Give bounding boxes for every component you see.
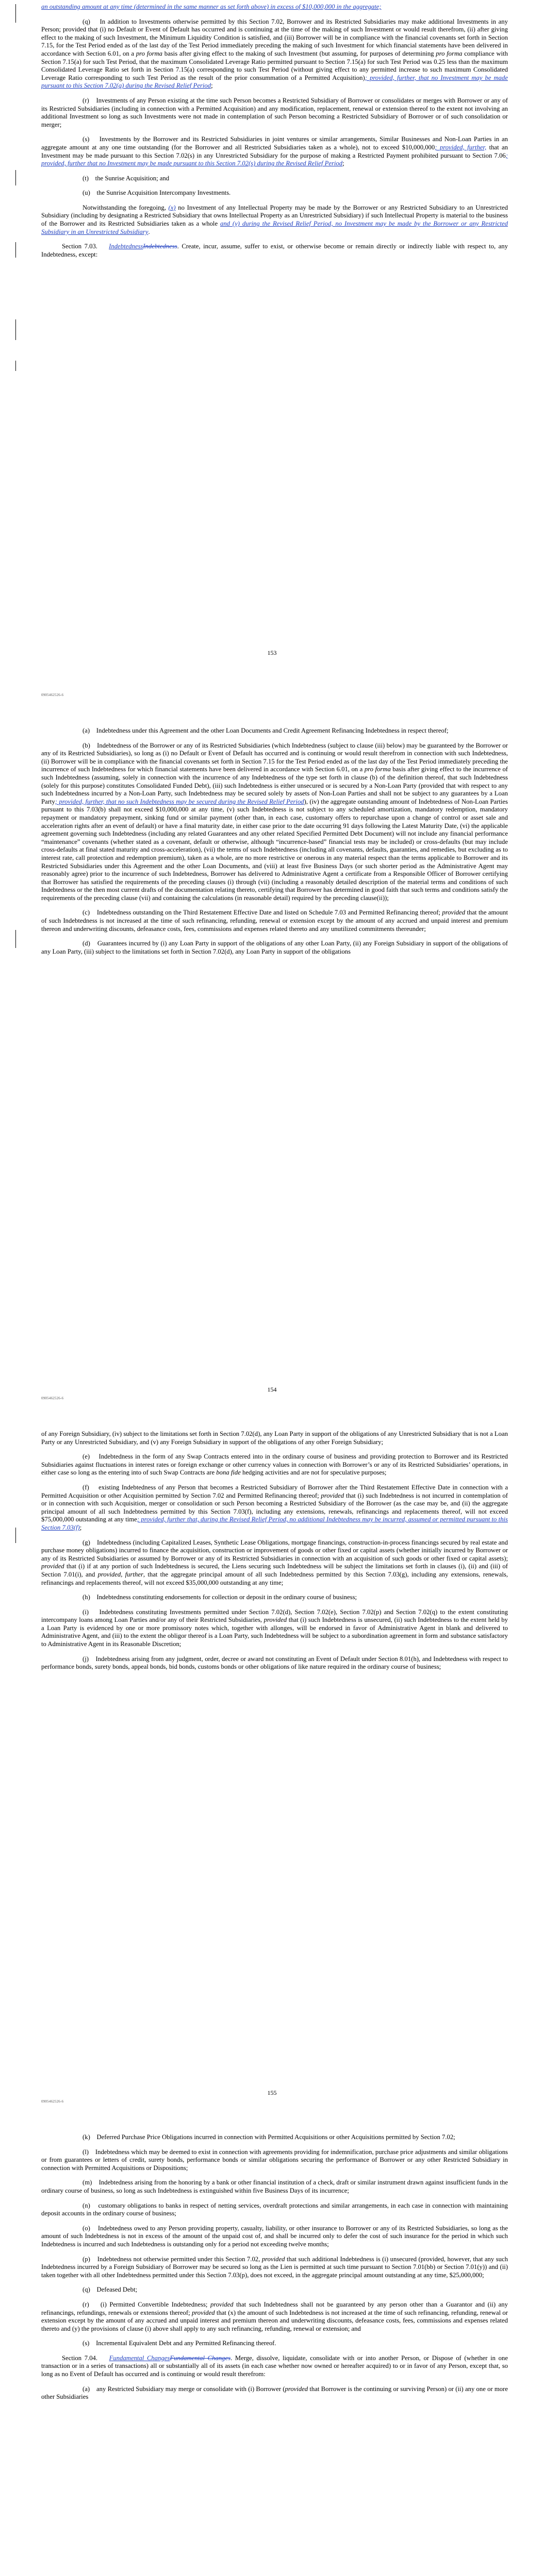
text-run: , that the aggregate principal amount of all such Indebtedness permitted by this Section 7.03(g), including any extensions, renewals, refinancings and replacements thereof, will not exceed $35,000,000 outstanding at any time;: [41, 1570, 508, 1586]
inserted-text: ; provided, further that, during the Revised Relief Period, no additional Indebtedness may be incurred, assumed or permitted pursuant to this Section 7.03(f): [41, 1516, 508, 1531]
text-run: (e) Indebtedness in the form of any Swap Contracts entered into in the ordinary course of business and providing protection to Borrower and its Restricted Subsidiaries against fluctuations in interest rates or foreign exchange or other currency values in connection with Borrower’s or any of its Restricted Subsidiaries’ operations, in either case so long as the entering into of such Swap Contracts are: [41, 1453, 508, 1477]
inserted-text: (x): [168, 204, 176, 211]
text-run: that Borrower is the continuing or surviving Person) or (ii) any one or more other Subsidiaries: [41, 2385, 508, 2401]
footer-id: 0905462526-6: [41, 693, 64, 697]
text-run: ;: [211, 82, 213, 90]
text-run: provided: [210, 2300, 234, 2308]
inserted-text: ; provided, further, that no Investment may be made pursuant to this Section 7.02(q) during the Revised Relief Period: [41, 74, 508, 90]
text-run: provided: [285, 2385, 308, 2393]
text-run: that an Investment may be made pursuant to this Section 7.02(s) in any Unrestricted Subsidiary for the purpose of making a Restricted Payment prohibited pursuant to Section 7.06: [41, 143, 508, 159]
paragraph: [41, 1608, 508, 1649]
paragraph: [41, 175, 508, 183]
text-run: compliance with Section 7.15(a) for such Test Period, that the maximum Consolidated Leverage Ratio permitted pursuant to Section 7.15(a) for such Test Period was 0.25 less than the maximum Consolidated Leverage Ratio set forth in Section 7.15(a) corresponding to such Test Period (without giving effect to any permitted increase to such maximum Consolidated Leverage Ratio corresponding to such Test Period as the result of the prior consummation of a Permitted Acquisition): [41, 49, 508, 81]
paragraph: [41, 2225, 508, 2249]
paragraph: [41, 2133, 508, 2142]
paragraph: [41, 742, 508, 903]
text-run: pro forma: [136, 49, 163, 57]
text-run: (c) Indebtedness outstanding on the Third Restatement Effective Date and listed on Schedule 7.03 and Permitted Refinancing thereof;: [83, 909, 442, 917]
text-run: (n) customary obligations to banks in respect of netting services, overdraft protections and similar arrangements, in each case in connection with maintaining deposit accounts in the ordinary course of business;: [41, 2201, 508, 2217]
paragraph: [41, 1453, 508, 1477]
text-run: (k) Deferred Purchase Price Obligations incurred in connection with Permitted Acquisitions or other Acquisitions permitted by Section 7.02;: [83, 2133, 455, 2141]
text-run: (a) any Restricted Subsidiary may merge or consolidate with (i) Borrower (: [83, 2385, 285, 2393]
text-run: provided, further: [97, 1570, 143, 1578]
text-run: hedging activities and are not for speculative purposes;: [240, 1469, 387, 1477]
text-run: (q) Defeased Debt;: [83, 2286, 138, 2294]
page-number: 154: [267, 1386, 277, 1393]
paragraph: [41, 909, 508, 933]
text-run: pro forma: [364, 766, 391, 773]
text-run: that the amount of such Indebtedness is not increased at the time of such refinancing, refunding, renewal or extension except by the amount of any accrued and unpaid interest and premium thereon and underwriting discounts, defeasance costs, fees, commissions and expenses related thereto and any unutilized commitments thereunder;: [41, 909, 508, 933]
paragraph: [41, 2148, 508, 2173]
text-run: provided: [41, 1563, 64, 1570]
text-run: (r) (i) Permitted Convertible Indebtedness;: [83, 2300, 210, 2308]
inserted-text: ; provided, further that no Investment may be made pursuant to this Section 7.02(s) during the Revised Relief Period: [41, 151, 508, 167]
paragraph: [41, 18, 508, 90]
page-body: [41, 3, 508, 265]
text-run: provided: [442, 909, 466, 917]
text-run: (s) Investments by the Borrower and its Restricted Subsidiaries in joint ventures or similar arrangements, Similar Businesses and Non-Loan Parties in an aggregate amount at any one time outstanding (for the Borrower and all Restricted Subsidiaries taken as a whole), not to exceed $10,000,000: [41, 135, 508, 151]
paragraph: [41, 3, 508, 11]
paragraph: [41, 1594, 508, 1602]
deleted-text: Indebtedness: [143, 243, 177, 250]
text-run: (g) Indebtedness (including Capitalized Leases, Synthetic Lease Obligations, mortgage financings, construction-in-process financings secured by real estate and purchase money obligations) incurred to finance the acquisition, construction or improvement of goods or other fixed or capital assets (whether initially incurred by Borrower or any of its Restricted Subsidiaries or assumed by Borrower or any of its Restricted Subsidiaries in connection with an acquisition of such goods or other fixed or capital assets);: [41, 1538, 508, 1562]
page-156: [0, 2110, 544, 2576]
text-run: (j) Indebtedness arising from any judgment, order, decree or award not constituting an Event of Default under Section 8.01(h), and Indebtedness with respect to performance bonds, surety bonds, appeal bonds, bid bonds, customs bonds or other obligations of like nature required in the ordinary course of business;: [41, 1655, 508, 1671]
text-run: (b) Indebtedness of the Borrower or any of its Restricted Subsidiaries (which Indebtedness (subject to clause (iii) below) may be guaranteed by the Borrower or any of its Restricted Subsidiaries), so long as (i) no Default or Event of Default has occurred and is continuing or would result therefrom in connection with such Indebtedness, (ii) Borrower will be in compliance with the financial covenants set forth in Section 7.15 for the Test Period ended as of the last day of the Test Period immediately preceding the incurrence of such Indebtedness for which financial statements have been delivered in accordance with Section 6.01, on a: [41, 741, 508, 773]
paragraph: [41, 97, 508, 129]
paragraph: [41, 2202, 508, 2218]
text-run: (m) Indebtedness arising from the honoring by a bank or other financial institution of a check, draft or similar instrument drawn against insufficient funds in the ordinary course of business, so long as such Indebtedness is extinguished within five Business Days of its incurrence;: [41, 2179, 508, 2194]
paragraph: [41, 727, 508, 735]
inserted-text: Indebtedness: [109, 243, 143, 250]
change-bar: [15, 361, 16, 371]
text-run: (q) In addition to Investments otherwise permitted by this Section 7.02, Borrower and its Restricted Subsidiaries may make additional Investments in any Person: [41, 18, 508, 33]
text-run: (a) Indebtedness under this Agreement and the other Loan Documents and Credit Agreement Refinancing Indebtedness in respect thereof;: [83, 727, 449, 734]
paragraph: [41, 1539, 508, 1587]
paragraph: [41, 1430, 508, 1446]
change-bar: [15, 170, 16, 185]
text-run: that (i) if at any portion of such Indebtedness is secured, the Liens securing such Indebtedness will be subject the limitations set forth in clauses (i), (ii) and (iii) of Section 7.01(i), and: [41, 1563, 508, 1578]
text-run: ; provided that (i) no Default or Event of Default has occurred and is continuing at the time of the making of such Investment or would result therefrom, (ii) after giving effect to the making of such Investment, the Minimum Liquidity Condition is satisfied, and (iii) Borrower will be in compliance with the financial covenants set forth in Section 7.15, for the Test Period ended as of the last day of the Test Period immediately preceding the making of such Investment for which financial statements have been delivered in accordance with Section 6.01, on a: [41, 26, 508, 57]
deleted-text: Fundamental Changes: [170, 2354, 231, 2362]
change-bar: [15, 930, 16, 948]
text-run: (p) Indebtedness not otherwise permitted under this Section 7.02,: [83, 2255, 262, 2263]
page-153: [0, 0, 544, 703]
page-155: [0, 1406, 544, 2110]
text-run: provided: [261, 2255, 285, 2263]
text-run: that such Indebtedness shall not be guaranteed by any person other than a Guarantor and (ii) any refinancings, refundings, renewals or extensions thereof;: [41, 2300, 508, 2316]
text-run: (i) Indebtedness constituting Investments permitted under Section 7.02(d), Section 7.02(e), Section 7.02(p) and Section 7.02(q) to the extent constituting intercompany loans among Loan Parties and/or any of their Restricted Subsidiaries,: [41, 1608, 508, 1624]
paragraph: [41, 2179, 508, 2195]
paragraph: [41, 2340, 508, 2348]
text-run: .: [148, 228, 150, 235]
change-bar: [15, 242, 16, 258]
text-run: that (x) the amount of such Indebtedness is not increased at the time of such refinancing, refunding, renewal or extension except by the amount of any accrued and unpaid interest and premium thereon and underwriting discounts, defeasance costs, fees, commissions and expenses related thereto and (y) the provisions of clause (i) above shall apply to any such refinancing, refunding, renewal or extension; and: [41, 2309, 508, 2332]
paragraph: [41, 135, 508, 167]
text-run: (r) Investments of any Person existing at the time such Person becomes a Restricted Subsidiary of Borrower or consolidates or merges with Borrower or any of its Restricted Subsidiaries (including in connection with a Permitted Acquisition) and any modification, replacement, renewal or extension thereof to the extent not involving an additional Investment so long as such Investments were not made in contemplation of such Person becoming a Restricted Subsidiary of Borrower or of such consolidation or merger;: [41, 96, 508, 128]
text-run: that (i) such Indebtedness is unsecured, (ii) such Indebtedness to the extent held by a Loan Party is evidenced by one or more promissory notes which, together with allonges, will be endorsed in favor of Administrative Agent in blank and delivered to Administrative Agent, and (iii) to the extent the obligor thereof is a Loan Party, such Indebtedness will be subject to a subordination agreement in form and substance satisfactory to Administrative Agent in its Reasonable Discretion;: [41, 1616, 508, 1648]
page-body: [41, 1430, 508, 1678]
text-run: (h) Indebtedness constituting endorsements for collection or deposit in the ordinary course of business;: [83, 1594, 357, 1601]
paragraph: [41, 2256, 508, 2280]
paragraph: [41, 243, 508, 259]
inserted-text: ; provided, further, that no such Indebtedness may be secured during the Revised Relief Period: [55, 798, 304, 805]
footer-id: 0905462526-6: [41, 1396, 64, 1400]
paragraph: [41, 2301, 508, 2333]
text-run: that (i) such Indebtedness is not incurred in contemplation of or in connection with such Acquisition, merger or consolidation or such Person becoming a Restricted Subsidiary of the Borrower (as the case may be, and (ii) the aggregate principal amount of all such Indebtedness permitted by this Section 7.03(f), including any extensions, renewals, refinancings and replacements thereof, will not exceed $75,000,000 outstanding at any time: [41, 1492, 508, 1523]
text-run: (f) existing Indebtedness of any Person that becomes a Restricted Subsidiary of Borrower after the Third Restatement Effective Date in connection with a Permitted Acquisition or other Acquisition permitted by Section 7.02 and Permitted Refinancing thereof;: [41, 1483, 508, 1499]
page-number: 155: [267, 2089, 277, 2096]
paragraph: [41, 1655, 508, 1671]
change-bar: [15, 4, 16, 23]
page-body: [41, 727, 508, 962]
page-number: 153: [267, 649, 277, 656]
page-154: [0, 703, 544, 1406]
text-run: provided: [321, 1492, 344, 1499]
text-run: bona fide: [216, 1469, 241, 1477]
paragraph: [41, 2385, 508, 2401]
footer-id: 0905462526-6: [41, 2099, 64, 2104]
paragraph: [41, 189, 508, 197]
text-run: (o) Indebtedness owed to any Person providing property, casualty, liability, or other insurance to Borrower or any of its Restricted Subsidiaries, so long as the amount of such Indebtedness is not in excess of the amount of the unpaid cost of, and shall be incurred only to defer the cost of such insurance for the period in which such Indebtedness is incurred and such Indebtedness is outstanding only for a period not exceeding twelve months;: [41, 2224, 508, 2248]
paragraph: [41, 2286, 508, 2294]
text-run: (d) Guarantees incurred by (i) any Loan Party in support of the obligations of any other Loan Party, (ii) any Foreign Subsidiary in support of the obligations of any Loan Party, (iii) subject to the limitations set forth in Section 7.02(d), any Loan Party in support of the obligations: [41, 940, 508, 955]
paragraph: [41, 2354, 508, 2379]
text-run: ;: [342, 160, 344, 167]
inserted-text: ; provided, further,: [435, 143, 487, 151]
paragraph: [41, 940, 508, 956]
text-run: of any Foreign Subsidiary, (iv) subject to the limitations set forth in Section 7.02(d), any Loan Party in support of the obligations of any Unrestricted Subsidiary that is not a Loan Party or any Unrestricted Subsidiary, and (v) any Foreign Subsidiary in support of the obligations of any other Foreign Subsidiary;: [41, 1430, 508, 1446]
paragraph: [41, 1484, 508, 1532]
change-bar: [15, 319, 16, 340]
page-body: [41, 2133, 508, 2408]
change-bar: [15, 1528, 16, 1543]
text-run: pro forma: [436, 49, 463, 57]
text-run: (t) the Sunrise Acquisition; and: [83, 174, 170, 182]
inserted-text: an outstanding amount at any time (determined in the same manner as set forth above) in excess of $10,000,000 in the aggregate;: [41, 3, 382, 10]
text-run: ;: [79, 1523, 82, 1531]
text-run: that such additional Indebtedness is (i) unsecured (provided, however, that any such Indebtedness incurred by a Foreign Subsidiary of Borrower may be secured so long as the Lien is permitted at such time pursuant to Section 7.01(bb) or Section 7.01(y)) and (ii) taken together with all other Indebtedness permitted under this Section 7.03(p), does not exceed, in the aggregate principal amount outstanding at any time, $25,000,000;: [41, 2255, 508, 2279]
text-run: basis after giving effect to the making of such Investment (but assuming, for purposes of determining: [162, 49, 436, 57]
text-run: no Investment of any Intellectual Property may be made by the Borrower or any Restricted Subsidiary to an Unrestricted Subsidiary (including by designating a Restricted Subsidiary that owns Intellectual Property as an Unrestricted Subsidiary) if such Intellectual Property is material to the business of the Borrower and its Restricted Subsidiaries taken as a whole: [41, 204, 508, 228]
text-run: Notwithstanding the foregoing,: [83, 204, 169, 211]
text-run: Section 7.04.: [62, 2354, 109, 2362]
text-run: ), (iv) the aggregate outstanding amount of Indebtedness of Non-Loan Parties pursuant to this 7.03(b) shall not exceed $10,000,000 at any time, (v) such Indebtedness is not subject to any scheduled amortization, mandatory redemption, mandatory repayment or mandatory prepayment, sinking fund or similar payment (other than, in each case, customary offers to repurchase upon a change of control or asset sale and acceleration rights after an event of default) or have a final maturity date, in either case prior to the date occurring 91 days following the Latest Maturity Date, (vi) the applicable agreement governing such Indebtedness (including any related Guarantees and any other related Specified Permitted Debt Document) will not include any financial performance “maintenance” covenants (whether stated as a covenant, default or otherwise, although “incurrence-based” financial tests may be included) or cross-defaults (but may include cross-defaults at final stated maturity and cross-acceleration), (vii) the terms of such Indebtedness (including all covenants, defaults, guaranties, and remedies, but excluding as to interest rate, call protection and redemption premium), taken as a whole, are no more restrictive or onerous in any material respect than the terms applicable to Borrower and its Restricted Subsidiaries under this Agreement and the other Loan Documents, and (viii) at least five Business Days (or such shorter period as the Administrative Agent may reasonably agree) prior to the incurrence of such Indebtedness, Borrower has delivered to Administrative Agent a certificate from a Responsible Officer of Borrower certifying that Borrower has satisfied the requirements of the preceding clauses (i) through (vii) (including a reasonably detailed description of the material terms and conditions of such Indebtedness or the then most current drafts of the documentation relating thereto, certifying that Borrower has determined in good faith that such terms and conditions satisfy the requirements of the preceding clause (vii) and containing the calculations (in reasonable detail) required by the preceding clause(ii));: [41, 798, 508, 902]
text-run: provided: [191, 2309, 215, 2316]
inserted-text: Fundamental Changes: [109, 2354, 170, 2362]
text-run: . Merge, dissolve, liquidate, consolidate with or into another Person, or Dispose of (whether in one transaction or in a series of transactions) all or substantially all of its assets (in each case whether now owned or hereafter acquired) to or in favor of any Person, except that, so long as no Event of Default has occurred and is continuing or would result therefrom:: [41, 2354, 508, 2378]
text-run: basis after giving effect to the incurrence of such Indebtedness (assuming, solely in connection with the incurrence of any Indebtedness of the type set forth in clause (b) of the definition thereof, that such Indebtedness (solely for this purpose) constitutes Consolidated Funded Debt), (iii) such Indebtedness is either unsecured or is secured by a Non-Loan Party (provided that with respect to any such Indebtedness incurred by a Non-Loan Party, such Indebtedness may be secured solely by assets of Non-Loan Parties and shall not be subject to any guarantees by a Loan Party: [41, 766, 508, 805]
inserted-text: and (y) during the Revised Relief Period, no Investment may be made by the Borrower or any Restricted Subsidiary in an Unrestricted Subsidiary: [41, 220, 508, 235]
paragraph: [41, 204, 508, 236]
text-run: . Create, incur, assume, suffer to exist, or otherwise become or remain directly or indirectly liable with respect to, any Indebtedness, except:: [41, 243, 508, 258]
text-run: Section 7.03.: [62, 243, 109, 250]
text-run: (u) the Sunrise Acquisition Intercompany Investments.: [83, 189, 231, 197]
text-run: (l) Indebtedness which may be deemed to exist in connection with agreements providing for indemnification, purchase price adjustments and similar obligations or from guarantees or letters of credit, surety bonds, performance bonds or similar obligations securing the performance of Borrower or any other Restricted Subsidiary in connection with Permitted Acquisitions or Dispositions;: [41, 2148, 508, 2172]
text-run: (s) Incremental Equivalent Debt and any Permitted Refinancing thereof.: [83, 2340, 276, 2347]
text-run: provided: [263, 1616, 287, 1624]
